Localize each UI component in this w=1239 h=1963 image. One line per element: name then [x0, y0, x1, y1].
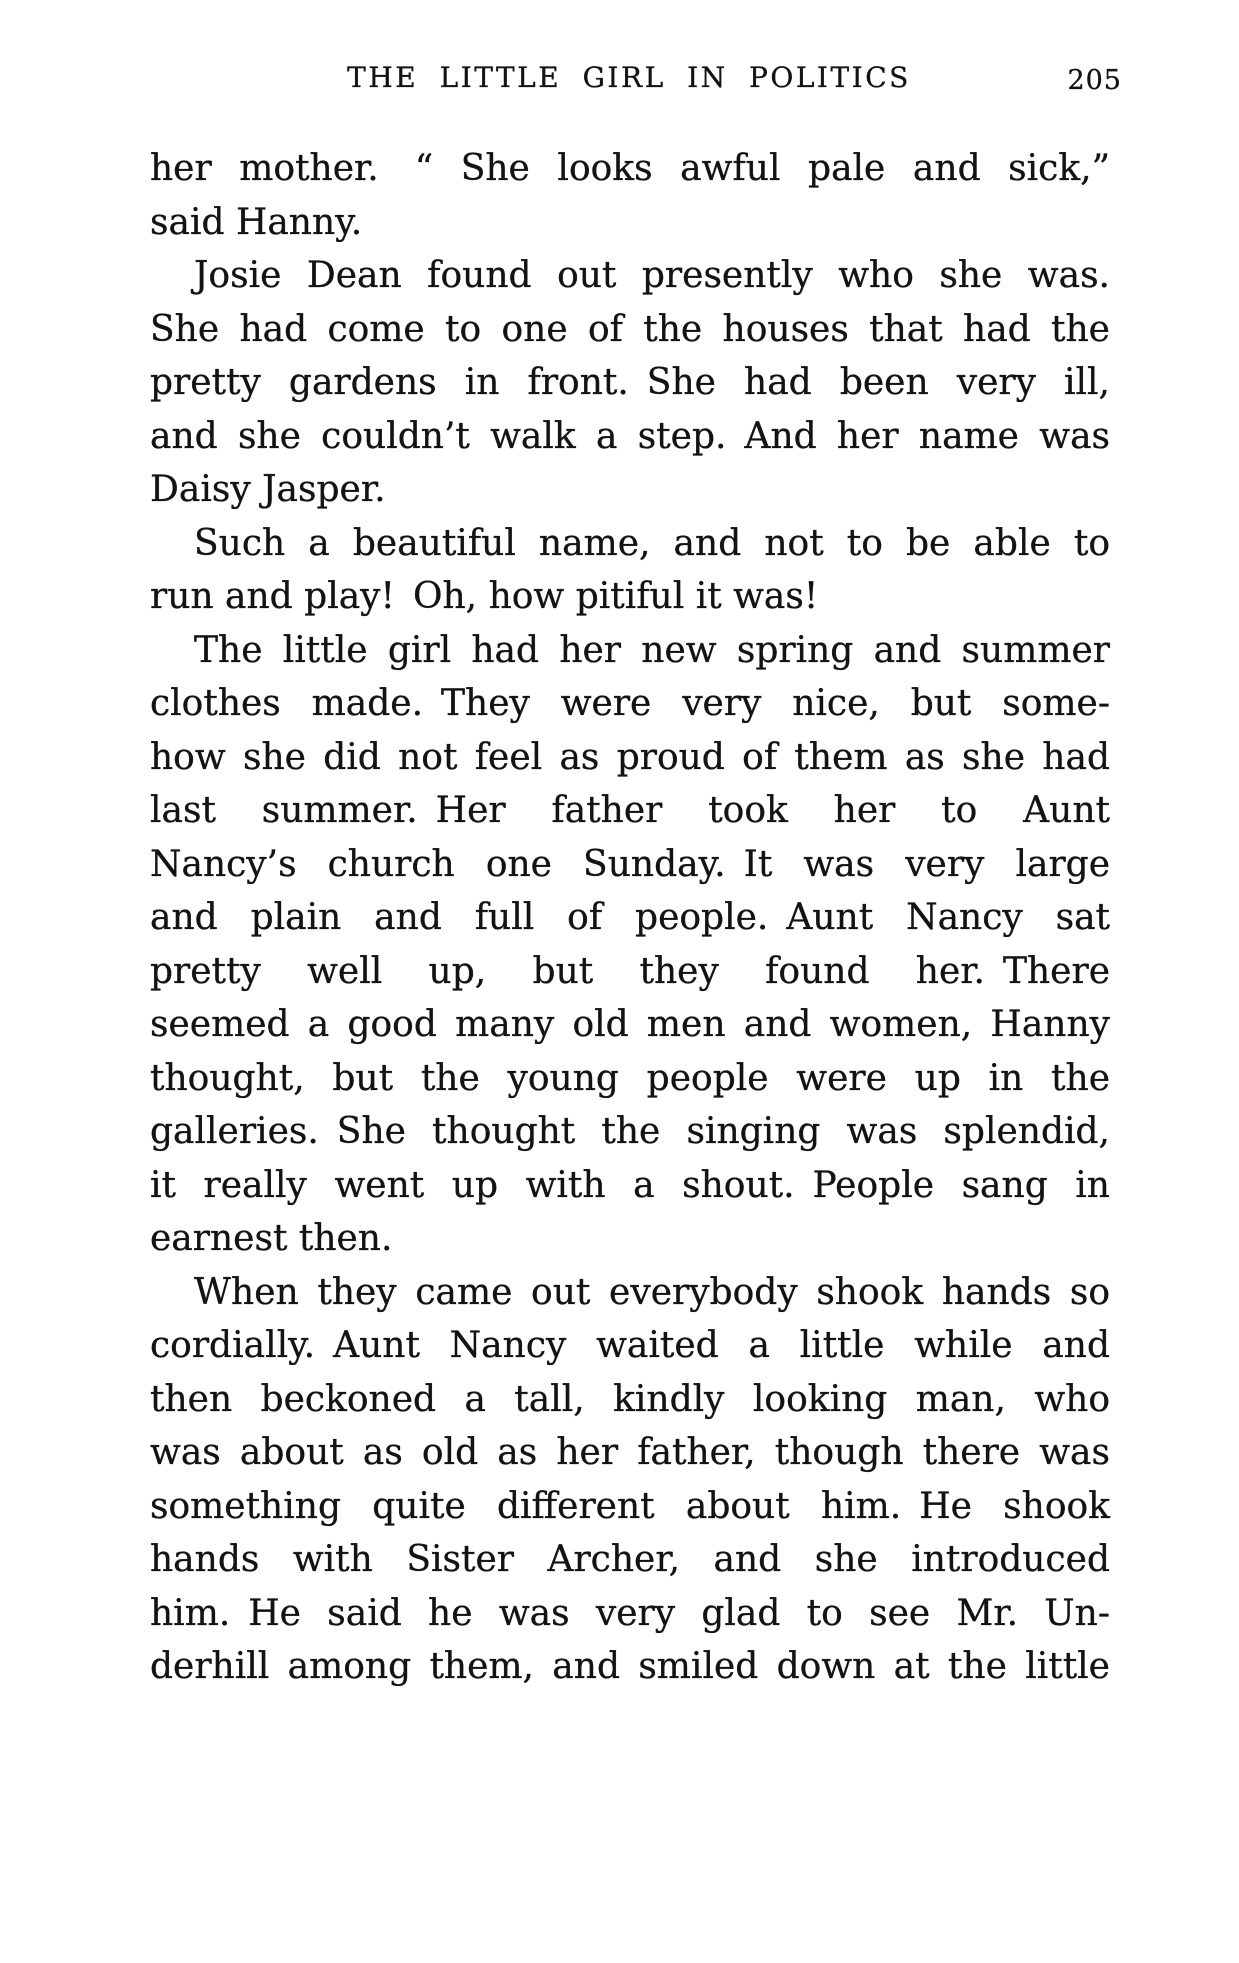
text-line: seemed a good many old men and women, Hanny: [150, 1004, 1110, 1045]
text-line: something quite different about him. He shook: [150, 1485, 1110, 1527]
text-line: and plain and full of people. Aunt Nancy sat: [150, 897, 1110, 938]
text-line: said Hanny.: [150, 201, 363, 243]
running-header-title: THE LITTLE GIRL IN POLITICS: [347, 61, 911, 94]
text-line: earnest then.: [150, 1218, 393, 1259]
paragraph: [150, 624, 1110, 1266]
text-line: Josie Dean found out presently who she was.: [194, 255, 1110, 296]
text-line: derhill among them, and smiled down at the little: [150, 1646, 1110, 1687]
page-number: 205: [1067, 65, 1122, 96]
text-line: last summer. Her father took her to Aunt: [150, 790, 1110, 831]
text-line: She had come to one of the houses that had the: [150, 308, 1110, 350]
text-line: Nancy’s church one Sunday. It was very large: [150, 843, 1110, 885]
text-line: and she couldn’t walk a step. And her name was: [150, 415, 1110, 457]
text-line: Daisy Jasper.: [150, 469, 386, 510]
paragraph: [150, 1266, 1110, 1694]
text-line: cordially. Aunt Nancy waited a little while and: [150, 1325, 1110, 1366]
paragraph: [150, 249, 1110, 517]
text-line: clothes made. They were very nice, but some-: [150, 683, 1110, 724]
text-line: then beckoned a tall, kindly looking man, who: [150, 1378, 1110, 1420]
text-line: galleries. She thought the singing was splendid,: [150, 1111, 1110, 1152]
text-line: how she did not feel as proud of them as she had: [150, 736, 1110, 778]
paragraph: [150, 517, 1110, 624]
text-line: him. He said he was very glad to see Mr. Un-: [150, 1592, 1110, 1634]
text-line: thought, but the young people were up in the: [150, 1057, 1110, 1099]
body-text: [150, 142, 1110, 1694]
text-line: hands with Sister Archer, and she introduced: [150, 1539, 1110, 1580]
running-header: [150, 58, 1122, 98]
text-line: was about as old as her father, though there was: [150, 1432, 1110, 1473]
text-line: pretty gardens in front. She had been very ill,: [150, 362, 1110, 403]
text-line: pretty well up, but they found her. There: [150, 950, 1110, 992]
text-line: it really went up with a shout. People sang in: [150, 1164, 1110, 1206]
paragraph: [150, 142, 1110, 249]
text-line: The little girl had her new spring and summer: [194, 629, 1110, 671]
text-line: her mother. “ She looks awful pale and sick,”: [150, 148, 1110, 189]
text-line: When they came out everybody shook hands so: [194, 1271, 1110, 1313]
text-line: run and play! Oh, how pitiful it was!: [150, 576, 819, 617]
text-line: Such a beautiful name, and not to be able to: [194, 522, 1110, 564]
